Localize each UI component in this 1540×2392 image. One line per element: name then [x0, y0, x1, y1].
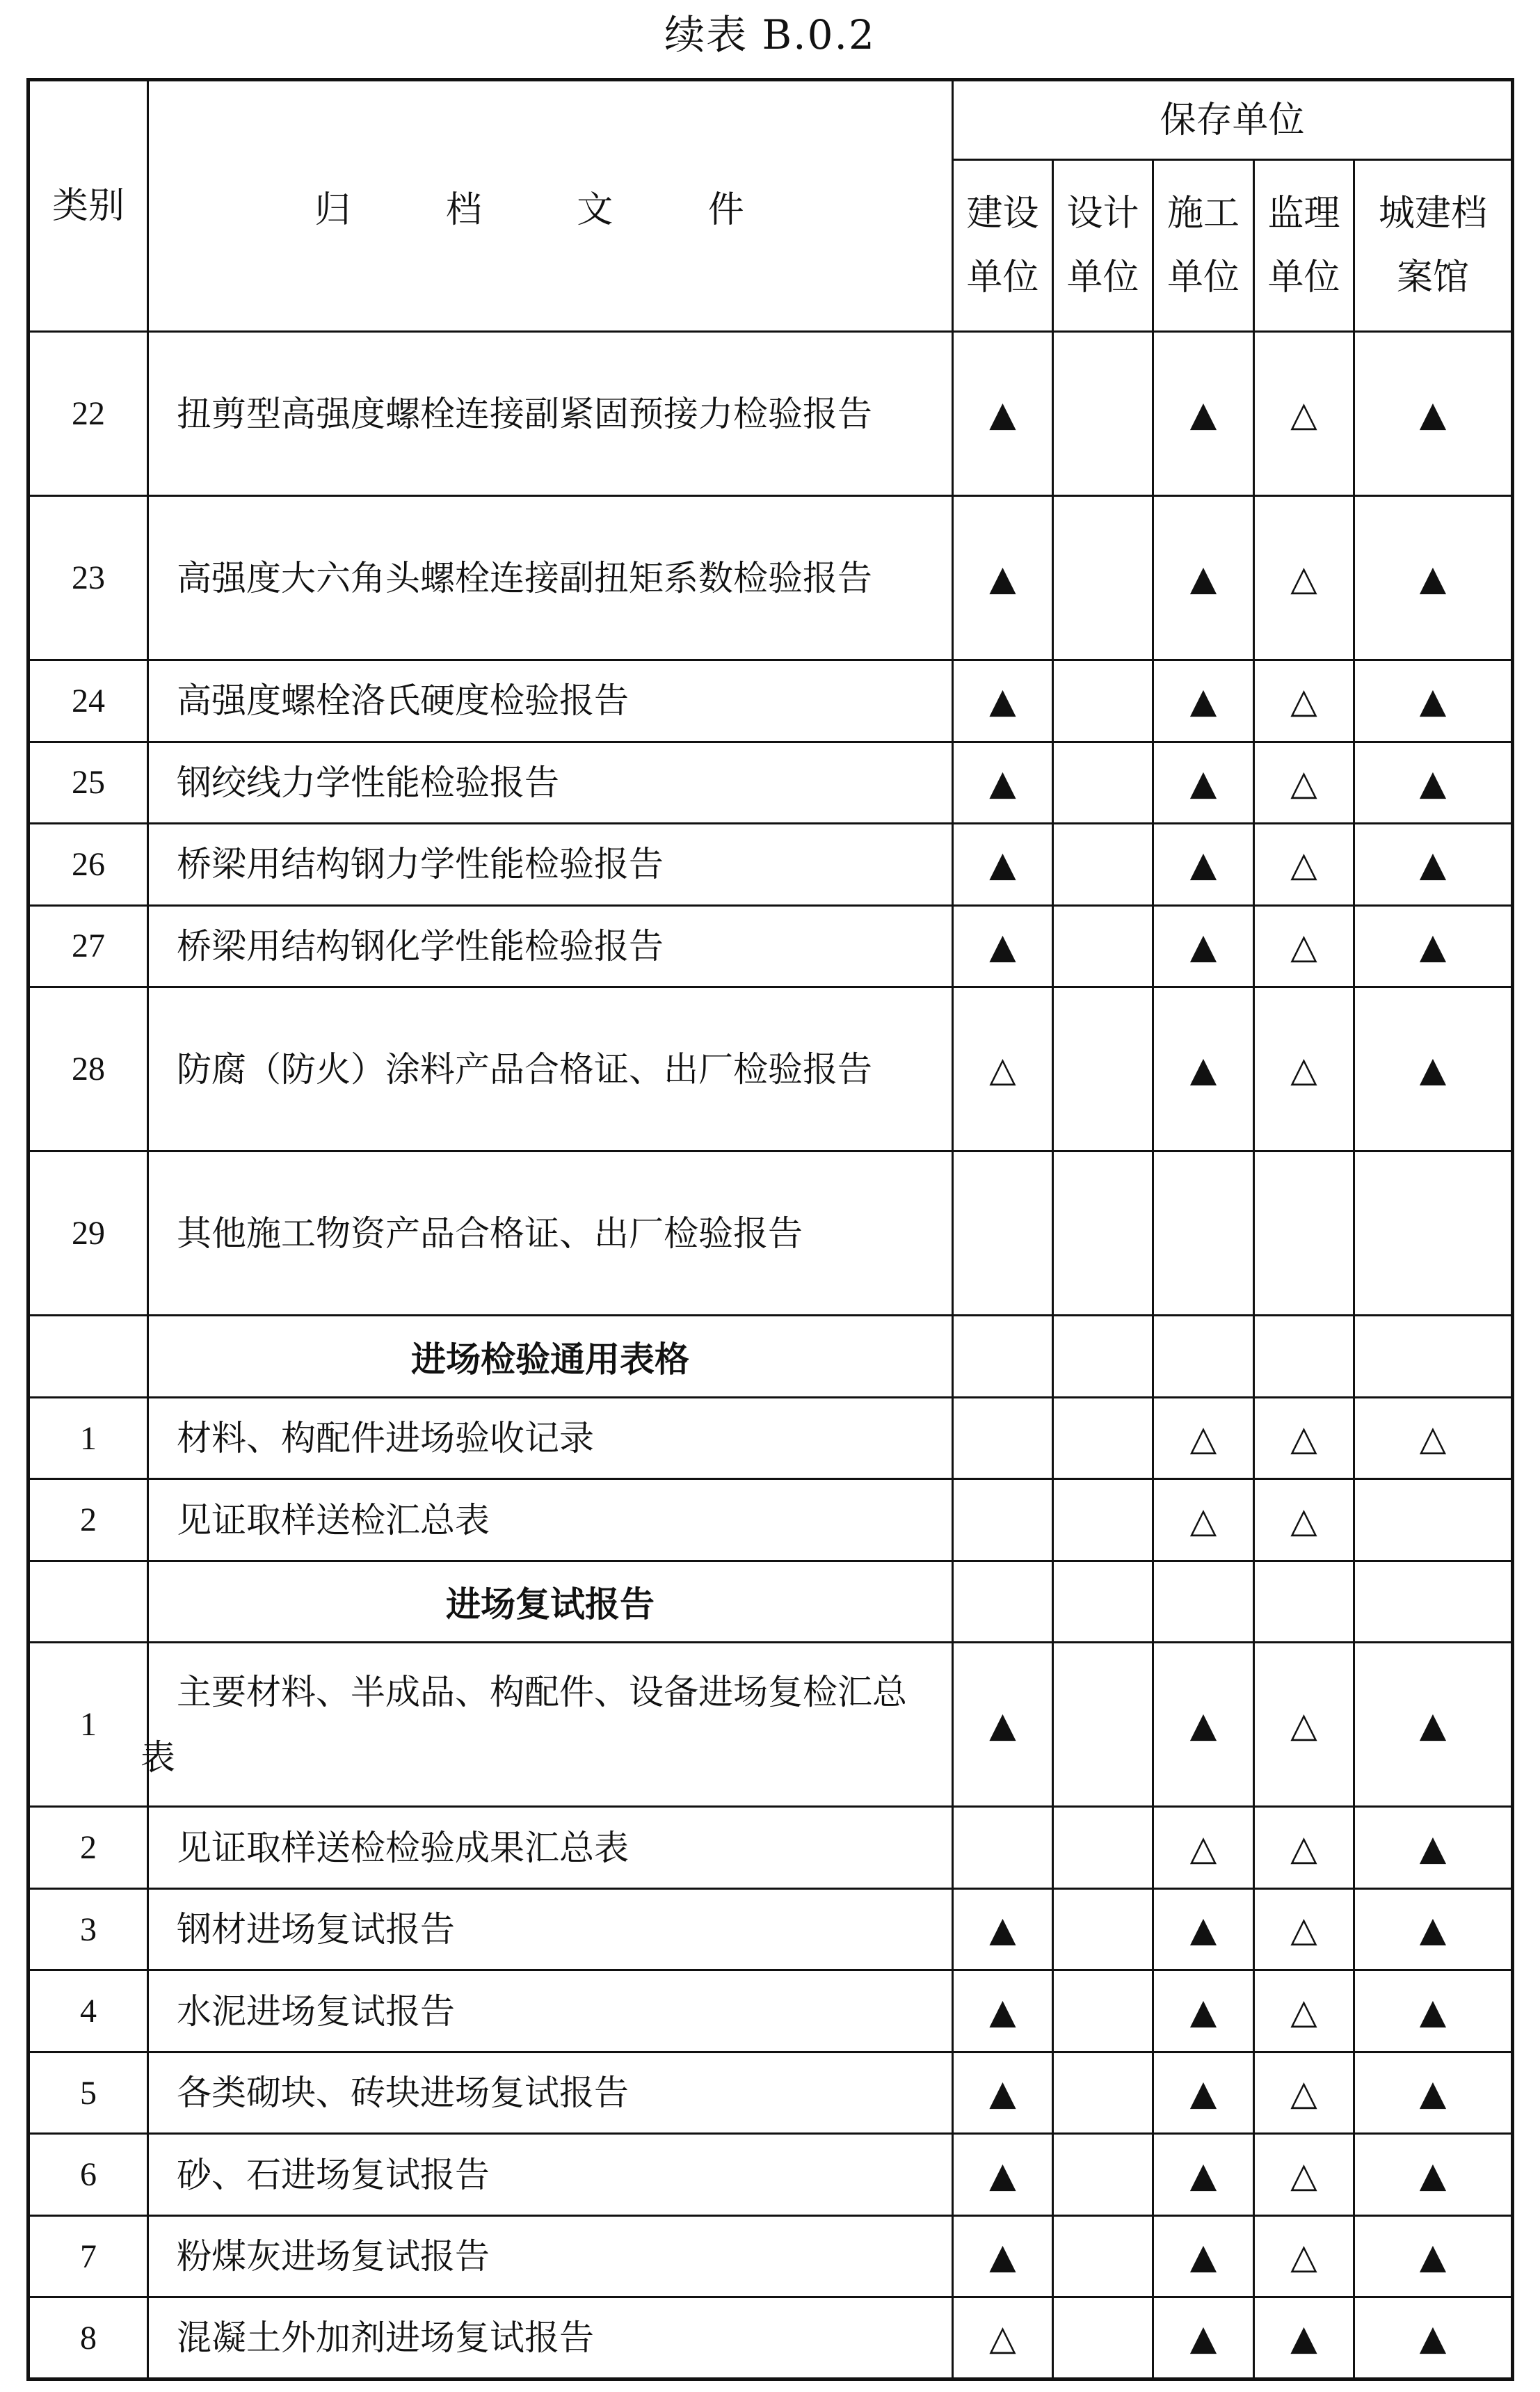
header-unit-contractor [1153, 160, 1254, 332]
hollow-triangle-icon: △ [1254, 660, 1354, 742]
empty-cell [1354, 1316, 1513, 1398]
filled-triangle-icon: ▲ [1254, 2297, 1354, 2379]
filled-triangle-icon: ▲ [1354, 1807, 1513, 1889]
filled-triangle-icon: ▲ [1153, 332, 1254, 496]
document-name: 见证取样送检检验成果汇总表 [177, 1827, 629, 1868]
document-name: 各类砌块、砖块进场复试报告 [177, 2073, 629, 2114]
empty-cell [953, 1316, 1053, 1398]
row-number: 28 [29, 987, 148, 1151]
section-num-cell [29, 1316, 148, 1398]
document-name-cell [148, 742, 953, 824]
filled-triangle-icon: ▲ [1354, 332, 1513, 496]
document-name-cell [148, 1807, 953, 1889]
document-name-cell [148, 496, 953, 660]
document-name-cell [148, 660, 953, 742]
document-name: 防腐（防火）涂料产品合格证、出厂检验报告 [177, 1049, 872, 1090]
document-name-cell [148, 1888, 953, 1970]
empty-cell [953, 1561, 1053, 1643]
header-document: 归 档 文 件 [148, 80, 953, 332]
empty-mark-cell [953, 1807, 1053, 1889]
filled-triangle-icon: ▲ [1153, 987, 1254, 1151]
table-row [29, 2134, 1513, 2216]
header-storage-units: 保存单位 [953, 80, 1513, 160]
table-row [29, 905, 1513, 987]
filled-triangle-icon: ▲ [953, 332, 1053, 496]
row-number: 7 [29, 2215, 148, 2297]
table-row [29, 824, 1513, 906]
row-number: 4 [29, 1970, 148, 2052]
filled-triangle-icon: ▲ [1153, 1888, 1254, 1970]
empty-mark-cell [953, 1397, 1053, 1479]
table-row [29, 2297, 1513, 2379]
filled-triangle-icon: ▲ [953, 2052, 1053, 2134]
header-unit-label: 施工单位 [1166, 193, 1240, 298]
document-name-cell [148, 1479, 953, 1561]
filled-triangle-icon: ▲ [953, 1970, 1053, 2052]
hollow-triangle-icon: △ [1153, 1807, 1254, 1889]
header-unit-label: 监理单位 [1267, 193, 1340, 298]
empty-mark-cell [1053, 742, 1153, 824]
section-num-cell [29, 1561, 148, 1643]
document-name: 粉煤灰进场复试报告 [177, 2236, 490, 2277]
hollow-triangle-icon: △ [1254, 1643, 1354, 1807]
empty-mark-cell [1053, 1643, 1153, 1807]
filled-triangle-icon: ▲ [1354, 905, 1513, 987]
document-name-cell [148, 1397, 953, 1479]
document-name-cell [148, 332, 953, 496]
row-number: 22 [29, 332, 148, 496]
row-number: 1 [29, 1397, 148, 1479]
hollow-triangle-icon: △ [1254, 1479, 1354, 1561]
document-name-cell [148, 905, 953, 987]
table-row [29, 496, 1513, 660]
filled-triangle-icon: ▲ [1354, 2052, 1513, 2134]
empty-cell [1153, 1316, 1254, 1398]
filled-triangle-icon: ▲ [1153, 2134, 1254, 2216]
empty-cell [1354, 1561, 1513, 1643]
empty-mark-cell [1153, 1151, 1254, 1316]
filled-triangle-icon: ▲ [1153, 742, 1254, 824]
hollow-triangle-icon: △ [1153, 1397, 1254, 1479]
hollow-triangle-icon: △ [1254, 1970, 1354, 2052]
empty-mark-cell [1053, 1397, 1153, 1479]
hollow-triangle-icon: △ [1254, 1807, 1354, 1889]
filled-triangle-icon: ▲ [953, 1888, 1053, 1970]
empty-mark-cell [1053, 1807, 1153, 1889]
document-name-cell [148, 2297, 953, 2379]
document-name: 桥梁用结构钢化学性能检验报告 [177, 925, 664, 966]
empty-cell [1153, 1561, 1254, 1643]
document-name-cell [148, 1151, 953, 1316]
filled-triangle-icon: ▲ [953, 742, 1053, 824]
document-name: 其他施工物资产品合格证、出厂检验报告 [177, 1213, 803, 1254]
header-unit-construction [953, 160, 1053, 332]
row-number: 2 [29, 1807, 148, 1889]
section-title: 进场检验通用表格 [148, 1316, 953, 1398]
document-name-cell [148, 2134, 953, 2216]
empty-cell [1254, 1561, 1354, 1643]
table-row [29, 1479, 1513, 1561]
hollow-triangle-icon: △ [1254, 987, 1354, 1151]
filled-triangle-icon: ▲ [1354, 824, 1513, 906]
empty-mark-cell [1053, 660, 1153, 742]
section-row [29, 1561, 1513, 1643]
filled-triangle-icon: ▲ [953, 824, 1053, 906]
document-name-cell [148, 824, 953, 906]
table-body [29, 332, 1513, 2379]
filled-triangle-icon: ▲ [953, 1643, 1053, 1807]
hollow-triangle-icon: △ [1254, 2215, 1354, 2297]
table-row [29, 1970, 1513, 2052]
empty-mark-cell [953, 1479, 1053, 1561]
empty-cell [1053, 1316, 1153, 1398]
document-name: 砂、石进场复试报告 [177, 2154, 490, 2195]
filled-triangle-icon: ▲ [953, 660, 1053, 742]
table-caption: 续表 B.0.2 [664, 11, 876, 58]
empty-mark-cell [1354, 1479, 1513, 1561]
empty-mark-cell [1053, 2052, 1153, 2134]
table-row [29, 1397, 1513, 1479]
row-number: 24 [29, 660, 148, 742]
table-row [29, 2215, 1513, 2297]
hollow-triangle-icon: △ [1254, 496, 1354, 660]
table-row [29, 987, 1513, 1151]
empty-mark-cell [1053, 987, 1153, 1151]
document-name: 混凝土外加剂进场复试报告 [177, 2318, 594, 2359]
table-row [29, 1888, 1513, 1970]
row-number: 29 [29, 1151, 148, 1316]
table-row [29, 2052, 1513, 2134]
filled-triangle-icon: ▲ [1354, 1970, 1513, 2052]
filled-triangle-icon: ▲ [1354, 1643, 1513, 1807]
section-title: 进场复试报告 [148, 1561, 953, 1643]
document-name-cell [148, 987, 953, 1151]
document-name-cell [148, 1970, 953, 2052]
document-name: 高强度螺栓洛氏硬度检验报告 [177, 680, 629, 721]
empty-mark-cell [1053, 905, 1153, 987]
empty-mark-cell [1053, 2134, 1153, 2216]
hollow-triangle-icon: △ [1254, 2134, 1354, 2216]
filled-triangle-icon: ▲ [1153, 660, 1254, 742]
empty-mark-cell [1254, 1151, 1354, 1316]
filled-triangle-icon: ▲ [1354, 742, 1513, 824]
filled-triangle-icon: ▲ [1153, 2215, 1254, 2297]
hollow-triangle-icon: △ [1254, 905, 1354, 987]
header-category: 类别 [29, 80, 148, 332]
row-number: 23 [29, 496, 148, 660]
row-number: 25 [29, 742, 148, 824]
row-number: 6 [29, 2134, 148, 2216]
empty-mark-cell [1053, 1888, 1153, 1970]
empty-cell [1254, 1316, 1354, 1398]
filled-triangle-icon: ▲ [1153, 905, 1254, 987]
filled-triangle-icon: ▲ [1354, 1888, 1513, 1970]
section-row [29, 1316, 1513, 1398]
filled-triangle-icon: ▲ [1354, 987, 1513, 1151]
document-name: 主要材料、半成品、构配件、设备进场复检汇总表 [141, 1671, 907, 1778]
empty-cell [1053, 1561, 1153, 1643]
hollow-triangle-icon: △ [953, 2297, 1053, 2379]
row-number: 5 [29, 2052, 148, 2134]
empty-mark-cell [1053, 2215, 1153, 2297]
empty-mark-cell [1053, 824, 1153, 906]
hollow-triangle-icon: △ [1254, 1888, 1354, 1970]
document-name: 桥梁用结构钢力学性能检验报告 [177, 844, 664, 885]
document-name: 钢材进场复试报告 [177, 1909, 455, 1950]
document-name: 材料、构配件进场验收记录 [177, 1418, 594, 1459]
filled-triangle-icon: ▲ [1354, 2297, 1513, 2379]
document-name-cell [148, 2215, 953, 2297]
hollow-triangle-icon: △ [953, 987, 1053, 1151]
header-unit-design [1053, 160, 1153, 332]
document-name-cell [141, 1643, 953, 1807]
empty-mark-cell [1053, 1151, 1153, 1316]
archive-table [26, 78, 1514, 2381]
row-number: 2 [29, 1479, 148, 1561]
empty-mark-cell [953, 1151, 1053, 1316]
document-name: 水泥进场复试报告 [177, 1991, 455, 2032]
filled-triangle-icon: ▲ [1354, 660, 1513, 742]
hollow-triangle-icon: △ [1254, 742, 1354, 824]
table-row [29, 742, 1513, 824]
header-unit-label: 城建档案馆 [1379, 193, 1488, 298]
row-number: 1 [29, 1643, 148, 1807]
filled-triangle-icon: ▲ [1153, 2052, 1254, 2134]
filled-triangle-icon: ▲ [1153, 496, 1254, 660]
hollow-triangle-icon: △ [1254, 2052, 1354, 2134]
hollow-triangle-icon: △ [1254, 332, 1354, 496]
header-unit-label: 建设单位 [966, 193, 1039, 298]
document-name: 钢绞线力学性能检验报告 [177, 762, 559, 803]
filled-triangle-icon: ▲ [1153, 2297, 1254, 2379]
table-row [29, 1807, 1513, 1889]
empty-mark-cell [1053, 332, 1153, 496]
table-row [29, 332, 1513, 496]
row-number: 8 [29, 2297, 148, 2379]
header-unit-archives [1354, 160, 1513, 332]
row-number: 3 [29, 1888, 148, 1970]
filled-triangle-icon: ▲ [1153, 1643, 1254, 1807]
table-row [29, 660, 1513, 742]
row-number: 27 [29, 905, 148, 987]
empty-mark-cell [1354, 1151, 1513, 1316]
document-name: 见证取样送检汇总表 [177, 1499, 490, 1540]
empty-mark-cell [1053, 496, 1153, 660]
document-name-cell [148, 2052, 953, 2134]
header-unit-label: 设计单位 [1066, 193, 1139, 298]
filled-triangle-icon: ▲ [953, 2215, 1053, 2297]
empty-mark-cell [1053, 2297, 1153, 2379]
empty-mark-cell [1053, 1970, 1153, 2052]
filled-triangle-icon: ▲ [1153, 824, 1254, 906]
filled-triangle-icon: ▲ [953, 905, 1053, 987]
hollow-triangle-icon: △ [1254, 1397, 1354, 1479]
hollow-triangle-icon: △ [1254, 824, 1354, 906]
document-name: 高强度大六角头螺栓连接副扭矩系数检验报告 [177, 557, 872, 598]
filled-triangle-icon: ▲ [1153, 1970, 1254, 2052]
empty-mark-cell [1053, 1479, 1153, 1561]
hollow-triangle-icon: △ [1153, 1479, 1254, 1561]
filled-triangle-icon: ▲ [1354, 2215, 1513, 2297]
table-row [29, 1151, 1513, 1316]
header-unit-supervision [1254, 160, 1354, 332]
filled-triangle-icon: ▲ [953, 496, 1053, 660]
table-row [29, 1643, 1513, 1807]
filled-triangle-icon: ▲ [1354, 2134, 1513, 2216]
filled-triangle-icon: ▲ [1354, 496, 1513, 660]
row-number: 26 [29, 824, 148, 906]
hollow-triangle-icon: △ [1354, 1397, 1513, 1479]
filled-triangle-icon: ▲ [953, 2134, 1053, 2216]
document-name: 扭剪型高强度螺栓连接副紧固预接力检验报告 [177, 393, 872, 434]
